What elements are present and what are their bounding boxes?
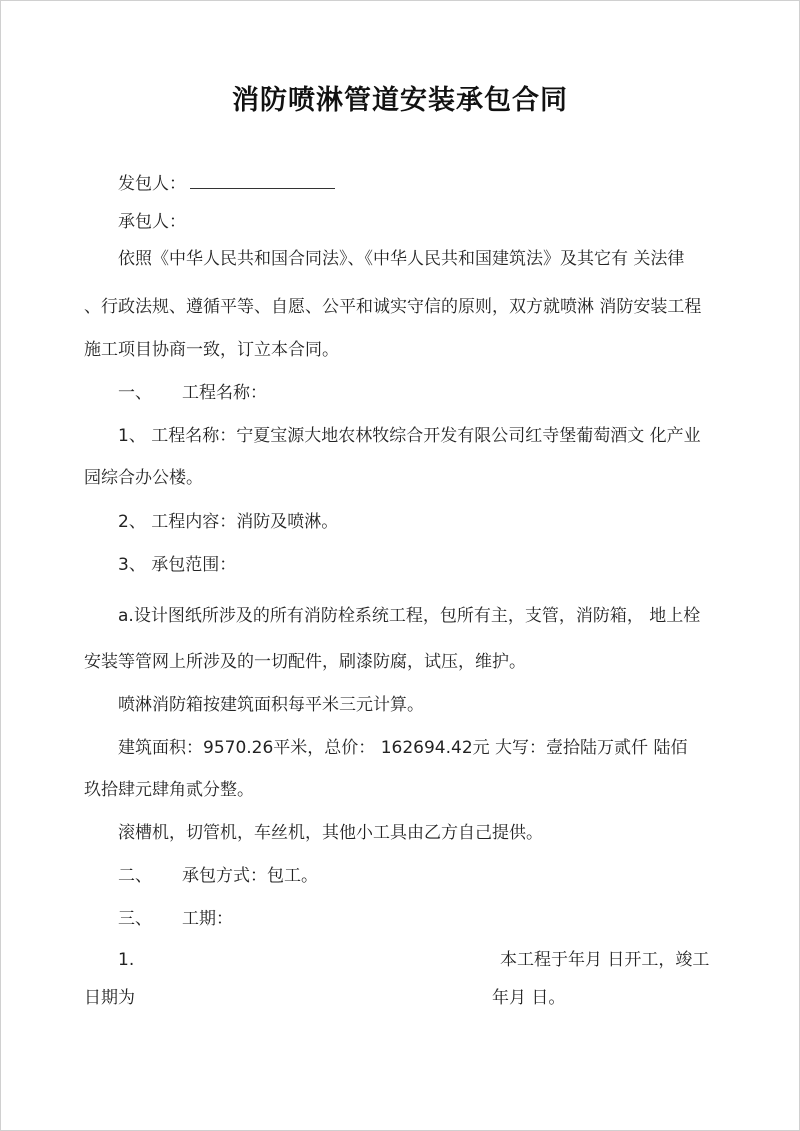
item-3: 3、 承包范围： [118,555,237,575]
item-2: 2、 工程内容：消防及喷淋。 [118,512,339,532]
intro-line-3: 施工项目协商一致，订立本合同。 [84,340,339,360]
schedule-start-text: 本工程于年月 日开工，竣工 [500,950,710,970]
section-3-heading [118,907,233,931]
scope-line-2: 安装等管网上所涉及的一切配件，刷漆防腐，试压，维护。 [84,652,526,672]
section-3-number: 三、 [118,909,152,929]
section-1-title: 工程名称： [182,383,267,403]
employer-field [118,172,335,196]
section-2-heading [118,864,318,888]
intro-line-2: 、行政法规、遵循平等、自愿、公平和诚实守信的原则，双方就喷淋 消防安装工程 [84,297,702,317]
document-title: 消防喷淋管道安装承包合同 [232,85,568,116]
area-line-2: 玖拾肆元肆角贰分整。 [84,780,254,800]
tools-text: 滚槽机，切管机，车丝机，其他小工具由乙方自己提供。 [118,823,543,843]
section-1-heading [118,381,267,405]
employer-label: 发包人： [118,174,186,194]
contractor-label: 承包人： [118,212,186,232]
section-1-number: 一、 [118,383,152,403]
section-2-number: 二、 [118,866,152,886]
section-3-title: 工期： [182,909,233,929]
employer-blank-line [190,174,335,189]
item-1-line-1: 1、 工程名称：宁夏宝源大地农林牧综合开发有限公司红寺堡葡萄酒文 化产业 [118,426,701,446]
scope-line-1: a.设计图纸所涉及的所有消防栓系统工程，包所有主，支管，消防箱， 地上栓 [118,606,701,626]
intro-line-1: 依照《中华人民共和国合同法》、《中华人民共和国建筑法》及其它有 关法律 [118,249,685,269]
schedule-end-label: 日期为 [84,988,135,1008]
section-2-title: 承包方式：包工。 [182,866,318,886]
item-1-line-2: 园综合办公楼。 [84,468,203,488]
pricing-text: 喷淋消防箱按建筑面积每平米三元计算。 [118,695,424,715]
area-line-1: 建筑面积：9570.26平米，总价： 162694.42元 大写：壹拾陆万贰仟 陆佰 [118,738,688,758]
schedule-number: 1. [118,950,135,970]
schedule-end-date: 年月 日。 [492,988,566,1008]
